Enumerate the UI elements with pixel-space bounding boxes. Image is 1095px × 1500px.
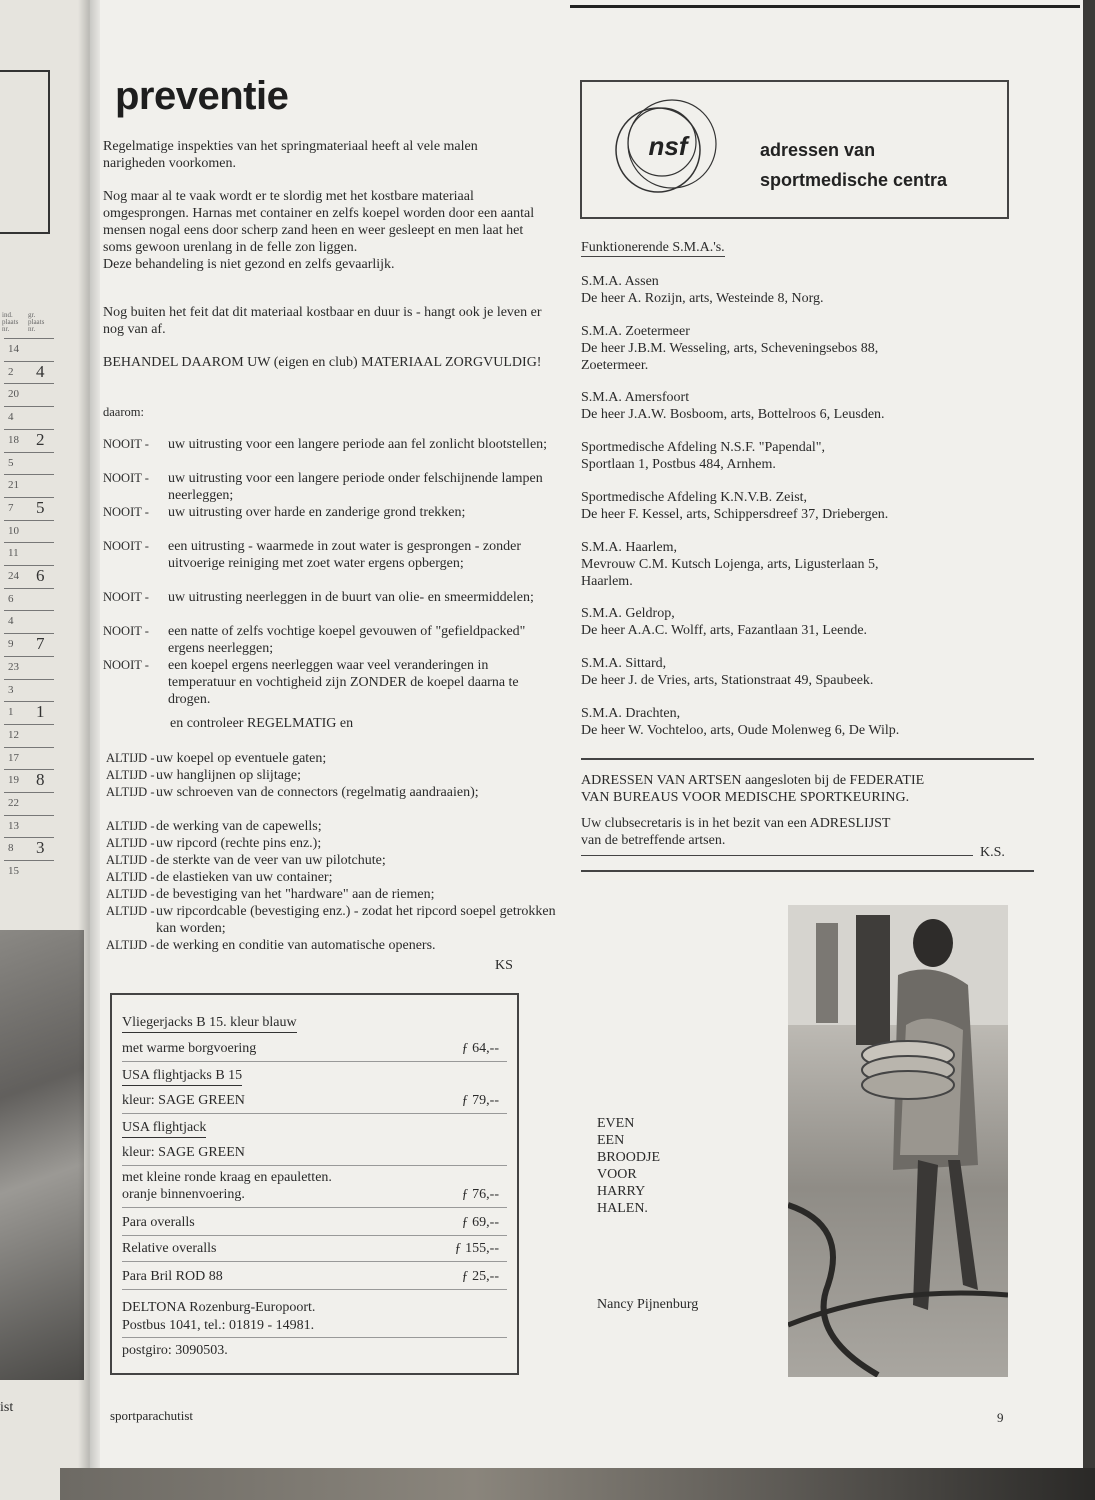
addresses-heading: Funktionerende S.M.A.'s. [581, 240, 725, 255]
adjacent-table-cell: 1 [8, 706, 14, 719]
scan-bottom-edge [60, 1468, 1095, 1500]
adjacent-table-row [4, 520, 54, 544]
adjacent-table-cell: 4 [8, 411, 14, 424]
adjacent-table-cell: 7 [8, 501, 14, 514]
adjacent-table-header-b: gr. plaats nr. [28, 311, 45, 333]
adjacent-page-photo [0, 930, 84, 1380]
price-line-label: oranje binnenvoering. [122, 1187, 245, 1202]
adjacent-table-cell: 8 [8, 842, 14, 855]
adjacent-table-row [4, 588, 54, 612]
adjacent-page-box [0, 70, 50, 234]
nsf-logo-text: nsf [648, 131, 688, 161]
price-value: ƒ 76,-- [461, 1187, 499, 1202]
adjacent-table-row [4, 792, 54, 816]
top-edge-rule [570, 5, 1080, 8]
price-value: ƒ 79,-- [461, 1093, 499, 1108]
divider [122, 1289, 507, 1290]
altijd-list [106, 750, 556, 954]
list-item: ALTIJD - uw ripcordcable (bevestiging enz.) - zodat het ripcord soepel getrokken kan worden; [106, 904, 556, 936]
adjacent-table-row [4, 542, 54, 566]
list-item: NOOIT - een uitrusting - waarmede in zout water is gesprongen - zonder uitvoerige reiniging met zoet water ergens opbergen; [103, 539, 521, 571]
addresses-signature: K.S. [980, 845, 1005, 860]
price-heading-vliegerjacks: Vliegerjacks B 15. kleur blauw [122, 1015, 297, 1033]
divider [581, 870, 1034, 872]
adjacent-table-cell: 17 [8, 751, 19, 764]
photo-woman-with-bread [788, 905, 1008, 1377]
article-paragraph-3: Nog buiten het feit dat dit materiaal kostbaar en duur is - hangt ook je leven er nog van af. [103, 305, 542, 337]
divider [581, 758, 1034, 760]
list-item: ALTIJD - de bevestiging van het "hardware" aan de riemen; [106, 887, 435, 902]
adjacent-table-cell: 8 [36, 770, 45, 790]
adjacent-table-row [4, 338, 54, 362]
list-item: ALTIJD - uw hanglijnen op slijtage; [106, 768, 302, 783]
adjacent-table-cell: 6 [8, 592, 14, 605]
adjacent-table-row [4, 747, 54, 771]
adjacent-table-row [4, 361, 54, 385]
divider [122, 1113, 507, 1114]
price-value: ƒ 64,-- [461, 1041, 499, 1056]
list-item: NOOIT - uw uitrusting over harde en zanderige grond trekken; [103, 505, 466, 520]
nsf-section-title: adressen van sportmedische centra [760, 140, 948, 190]
list-item: NOOIT - een natte of zelfs vochtige koepel gevouwen of "gefieldpacked" ergens neerleggen; [103, 624, 526, 656]
address-entry: Sportmedische Afdeling N.S.F. "Papendal", Sportlaan 1, Postbus 484, Arnhem. [581, 440, 826, 472]
nsf-logo-icon [600, 92, 740, 202]
secretaris-note: Uw clubsecretaris is in het bezit van een ADRESLIJST van de betreffende artsen. [581, 816, 891, 848]
adjacent-table-row [4, 701, 54, 725]
list-item: ALTIJD - de sterkte van de veer van uw pilotchute; [106, 853, 386, 868]
list-item: ALTIJD - de werking van de capewells; [106, 819, 322, 834]
article-paragraph-1: Regelmatige inspekties van het springmateriaal heeft al vele malen narigheden voorkomen. [103, 139, 478, 171]
adjacent-table-cell: 20 [8, 388, 19, 401]
adjacent-table-cell: 22 [8, 797, 19, 809]
adjacent-table-row [4, 565, 54, 589]
list-item: NOOIT - uw uitrusting voor een langere periode aan fel zonlicht blootstellen; [103, 437, 548, 452]
price-advert-box [110, 993, 519, 1375]
advertiser-address: Postbus 1041, tel.: 01819 - 14981. [122, 1318, 315, 1333]
article-paragraph-2: Nog maar al te vaak wordt er te slordig met het kostbare materiaal omgesprongen. Harnas met container en zelfs koepel worden door een aantal mensen nogal eens door scherp zand heen en weer gesleept en men laat het soms gewoon urenlang in de felle zon liggen. Deze behandeling is niet gezond en zelfs gevaarlijk. [103, 189, 535, 272]
federatie-note: ADRESSEN VAN ARTSEN aangesloten bij de FEDERATIE VAN BUREAUS VOOR MEDISCHE SPORTKEURING. [581, 773, 925, 805]
adjacent-table-row [4, 860, 54, 884]
adjacent-table-row [4, 837, 54, 861]
list-item: NOOIT - uw uitrusting neerleggen in de buurt van olie- en smeermiddelen; [103, 590, 534, 605]
list-item: ALTIJD - uw koepel op eventuele gaten; [106, 751, 327, 766]
list-item: ALTIJD - uw ripcord (rechte pins enz.); [106, 836, 322, 851]
photo-caption: EVEN EEN BROODJE VOOR HARRY HALEN. [597, 1116, 661, 1216]
adjacent-table-row [4, 474, 54, 498]
adjacent-table-cell: 7 [36, 634, 45, 654]
divider [122, 1165, 507, 1166]
adjacent-table-row [4, 406, 54, 430]
address-entry: S.M.A. Assen De heer A. Rozijn, arts, Westeinde 8, Norg. [581, 274, 824, 306]
photo-credit: Nancy Pijnenburg [597, 1297, 699, 1312]
adjacent-table-cell: 5 [36, 497, 45, 517]
adjacent-table-row [4, 452, 54, 476]
page-right-edge [1083, 0, 1095, 1500]
divider [122, 1207, 507, 1208]
article-paragraph-5: daarom: [103, 405, 144, 419]
binding-gutter [78, 0, 100, 1500]
list-item: NOOIT - een koepel ergens neerleggen waar veel veranderingen in temperatuur en vochtigheid zijn ZONDER de koepel daarna te drogen. [103, 658, 519, 707]
divider [122, 1261, 507, 1262]
adjacent-table-row [4, 429, 54, 453]
price-line-label: met kleine ronde kraag en epauletten. [122, 1170, 332, 1185]
article-signature: KS [495, 958, 513, 973]
adjacent-table-row [4, 679, 54, 703]
adjacent-table-cell: 15 [8, 865, 19, 878]
price-line-label: Para overalls [122, 1215, 195, 1230]
adjacent-table-cell: 5 [8, 456, 14, 469]
magazine-name: sportparachutist [110, 1408, 194, 1423]
adjacent-table-cell: 1 [36, 702, 45, 722]
adjacent-table-cell: 4 [36, 361, 45, 381]
adjacent-table-row [4, 724, 54, 748]
price-line-label: Para Bril ROD 88 [122, 1269, 223, 1284]
list-item: ALTIJD - uw schroeven van de connectors (regelmatig aandraaien); [106, 785, 479, 800]
adjacent-table-cell: 2 [36, 429, 45, 449]
adjacent-table-cell: 3 [36, 838, 45, 858]
article-title: preventie [115, 74, 289, 118]
list-item: NOOIT - uw uitrusting voor een langere periode onder felschijnende lampen neerleggen; [103, 471, 543, 503]
adjacent-table-cell: 24 [8, 570, 19, 582]
price-line-label: kleur: SAGE GREEN [122, 1093, 245, 1108]
address-entry: S.M.A. Geldrop, De heer A.A.C. Wolff, arts, Fazantlaan 31, Leende. [581, 606, 868, 638]
advertiser-name: DELTONA Rozenburg-Europoort. [122, 1300, 316, 1315]
divider [122, 1235, 507, 1236]
divider [122, 1061, 507, 1062]
address-entry: S.M.A. Haarlem, Mevrouw C.M. Kutsch Lojenga, arts, Ligusterlaan 5, Haarlem. [581, 540, 879, 589]
adjacent-table-cell: 13 [8, 819, 19, 832]
address-entry: S.M.A. Drachten, De heer W. Vochteloo, arts, Oude Molenweg 6, De Wilp. [581, 706, 900, 738]
adjacent-table-cell: 3 [8, 683, 14, 696]
price-value: ƒ 155,-- [454, 1241, 499, 1256]
adjacent-table-cell: 14 [8, 343, 19, 355]
list-item: ALTIJD - de werking en conditie van automatische openers. [106, 938, 436, 953]
adjacent-table-cell: 6 [36, 566, 45, 585]
divider [122, 1337, 507, 1338]
adjacent-table-cell: 21 [8, 479, 19, 492]
controle-line: en controleer REGELMATIG en [170, 716, 354, 731]
adjacent-page-footer: ist [0, 1400, 14, 1415]
adjacent-table-row [4, 497, 54, 521]
price-heading-usa-flightjacks: USA flightjacks B 15 [122, 1068, 242, 1086]
address-entry: S.M.A. Zoetermeer De heer J.B.M. Wesseling, arts, Scheveningsebos 88, Zoetermeer. [581, 324, 879, 373]
adjacent-table-cell: 11 [8, 547, 19, 560]
advertiser-giro: postgiro: 3090503. [122, 1343, 228, 1358]
address-entry: Sportmedische Afdeling K.N.V.B. Zeist, De heer F. Kessel, arts, Schippersdreef 37, Driebergen. [581, 490, 889, 522]
price-line-label: Relative overalls [122, 1241, 217, 1256]
list-item: ALTIJD - de elastieken van uw container; [106, 870, 333, 885]
article-paragraph-4: BEHANDEL DAAROM UW (eigen en club) MATERIAAL ZORGVULDIG! [103, 355, 542, 370]
adjacent-table-row [4, 656, 54, 680]
adjacent-table-row [4, 383, 54, 407]
adjacent-table-cell: 23 [8, 660, 19, 673]
adjacent-table-row [4, 769, 54, 793]
address-entry: S.M.A. Amersfoort De heer J.A.W. Bosboom, arts, Bottelroos 6, Leusden. [581, 390, 885, 422]
price-line-label: kleur: SAGE GREEN [122, 1145, 245, 1160]
page-number: 9 [997, 1410, 1004, 1425]
adjacent-table-header-a: ind. plaats nr. [2, 311, 19, 333]
price-value: ƒ 69,-- [461, 1215, 499, 1230]
adjacent-table-row [4, 633, 54, 657]
divider [581, 855, 973, 856]
adjacent-table-cell: 2 [8, 365, 14, 378]
adjacent-table-cell: 18 [8, 433, 19, 446]
address-entry: S.M.A. Sittard, De heer J. de Vries, arts, Stationstraat 49, Spaubeek. [581, 656, 874, 688]
nooit-list [103, 436, 553, 708]
adjacent-table-cell: 19 [8, 774, 19, 787]
price-line-label: met warme borgvoering [122, 1041, 257, 1056]
adjacent-table-cell: 12 [8, 728, 19, 741]
adjacent-table-row [4, 815, 54, 839]
adjacent-table-cell: 4 [8, 615, 14, 628]
adjacent-table-cell: 9 [8, 638, 14, 651]
price-heading-usa-flightjack: USA flightjack [122, 1120, 206, 1138]
adjacent-table-row [4, 610, 54, 634]
adjacent-table-cell: 10 [8, 524, 19, 537]
price-value: ƒ 25,-- [461, 1269, 499, 1284]
